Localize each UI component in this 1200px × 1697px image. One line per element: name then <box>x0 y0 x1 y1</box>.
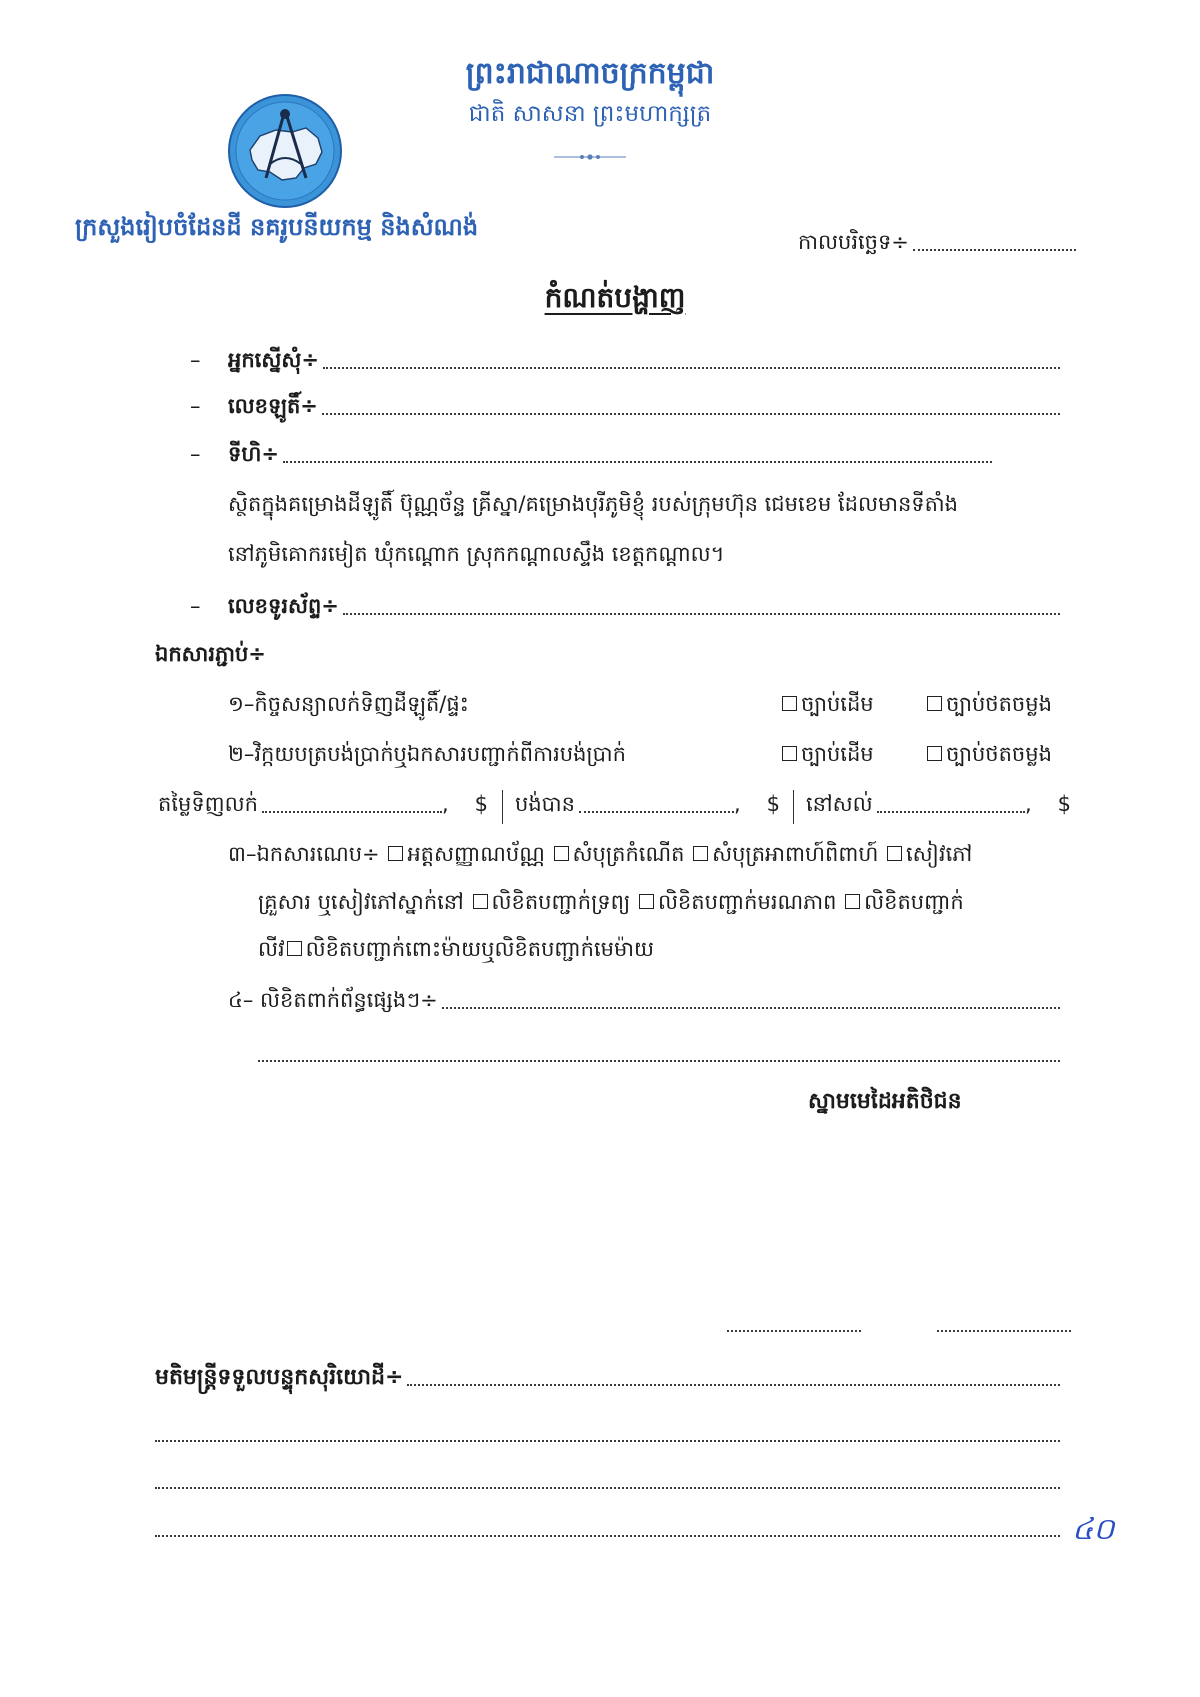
checkbox <box>554 846 569 861</box>
location-description-line-1: ស្ថិតក្នុងគម្រោងដីឡូតិ៍ ប៊ុណ្ណច័ន្ទ គ្រីស្នា/គម្រោងបុរីភូមិខ្ញុំ របស់ក្រុមហ៊ុន ជេមខេម ដែលមានទីតាំង <box>228 492 958 516</box>
item-1-original-option <box>780 688 874 722</box>
checkbox <box>887 846 902 861</box>
paid-label: បង់បាន <box>515 792 575 816</box>
comma: , <box>733 792 741 816</box>
marriage-certificate-option: សំបុត្រអាពាហ៍ពិពាហ៍ <box>712 842 879 866</box>
item-1-copy-option <box>925 688 1085 722</box>
price-divider <box>502 790 503 824</box>
birth-certificate-option: សំបុត្រកំណើត <box>572 842 685 866</box>
date-label: កាលបរិច្ឆេទ÷ <box>798 230 909 254</box>
bullet-dash: – <box>190 442 201 466</box>
divorce-letter-option: លិខិតបញ្ជាក់ <box>864 890 964 914</box>
attachment-item-4 <box>228 984 1060 1018</box>
original-label: ច្បាប់ដើម <box>801 692 874 716</box>
checkbox <box>782 746 797 761</box>
officer-opinion-line-3 <box>155 1487 1060 1489</box>
currency-symbol: $ <box>1057 792 1071 816</box>
checkbox <box>287 941 302 956</box>
attachments-heading: ឯកសារភ្ជាប់÷ <box>155 642 266 666</box>
bullet-dash: – <box>190 394 201 418</box>
customer-thumbprint-label: ស្នាមមេដៃអតិថិជន <box>808 1089 962 1114</box>
applicant-field <box>190 344 1060 378</box>
remaining-label: នៅសល់ <box>806 792 873 816</box>
comma: , <box>1024 792 1032 816</box>
kingdom-title: ព្រះរាជាណាចក្រកម្ពុជា <box>465 56 715 91</box>
checkbox <box>639 894 654 909</box>
ministry-name: ក្រសួងរៀបចំដែនដី នគរូបនីយកម្ម និងសំណង់ <box>75 213 479 241</box>
ministry-logo-icon <box>226 92 344 210</box>
property-letter-option: លិខិតបញ្ជាក់ទ្រព្យ <box>491 890 631 914</box>
location-description-line-2: នៅភូមិគោករមៀត ឃុំកណ្ដោក ស្រុកកណ្ដាលស្ទឹង ខេត្តកណ្ដាល។ <box>228 542 725 566</box>
sale-price-dotted-line <box>262 810 442 813</box>
lot-number-dotted-line <box>322 412 1060 415</box>
checkbox <box>927 696 942 711</box>
sale-price-field <box>158 788 488 822</box>
checkbox <box>782 696 797 711</box>
paid-field <box>515 788 780 822</box>
family-book-option-continued: គ្រួសារ ឬសៀវភៅស្នាក់នៅ <box>258 890 464 914</box>
bullet-dash: – <box>190 348 201 372</box>
sale-price-label: តម្លៃទិញលក់ <box>158 792 258 816</box>
officer-opinion-line-2 <box>155 1440 1060 1442</box>
remaining-field <box>806 788 1071 822</box>
item-2-original-option <box>780 738 874 772</box>
lot-number-label: លេខឡូតិ៍÷ <box>228 394 318 418</box>
signature-dotted-line-left <box>727 1330 861 1332</box>
attachment-item-2: ២–វិក្កយបត្របង់ប្រាក់ឬឯកសារបញ្ជាក់ពីការបង់ប្រាក់ <box>228 742 626 766</box>
attachment-item-1: ១–កិច្ចសន្យាលក់ទិញដីឡូតិ៍/ផ្ទះ <box>228 692 469 716</box>
officer-opinion-dotted-line <box>407 1383 1060 1386</box>
copy-label: ច្បាប់ថតចម្លង <box>946 692 1052 716</box>
death-certificate-option: លិខិតបញ្ជាក់មរណភាព <box>657 890 837 914</box>
document-title: កំណត់បង្ហាញ <box>544 281 686 314</box>
header-ornament-icon <box>552 152 628 162</box>
location-label: ទីហិ÷ <box>228 442 279 466</box>
remaining-dotted-line <box>877 810 1025 813</box>
phone-field <box>190 590 1060 624</box>
currency-symbol: $ <box>766 792 780 816</box>
checkbox <box>693 846 708 861</box>
original-label: ច្បាប់ដើម <box>801 742 874 766</box>
bullet-dash: – <box>190 594 201 618</box>
id-card-option: អត្តសញ្ញាណប័ណ្ណ <box>407 842 545 866</box>
family-book-option: សៀវភៅ <box>906 842 973 866</box>
applicant-dotted-line <box>323 366 1060 369</box>
checkbox <box>473 894 488 909</box>
signature-dotted-line-right <box>937 1330 1071 1332</box>
currency-symbol: $ <box>474 792 488 816</box>
phone-dotted-line <box>343 612 1060 615</box>
applicant-label: អ្នកស្នើសុំ÷ <box>228 348 319 372</box>
copy-label: ច្បាប់ថតចម្លង <box>946 742 1052 766</box>
national-motto: ជាតិ សាសនា ព្រះមហាក្សត្រ <box>468 101 712 127</box>
date-field <box>798 226 1076 260</box>
attachment-item-3-line-2 <box>258 886 1088 920</box>
attachment-item-3-line-1 <box>228 838 1088 872</box>
item-4-extra-dotted-line <box>258 1060 1060 1062</box>
officer-opinion-label: មតិមន្ត្រីទទួលបន្ទុកសុរិយោដី÷ <box>155 1365 404 1390</box>
lot-number-field <box>190 390 1060 424</box>
widow-letter-option: លិខិតបញ្ជាក់ពោះម៉ាយឬលិខិតបញ្ជាក់មេម៉ាយ <box>305 937 654 961</box>
divorce-letter-option-continued: លីវ <box>258 937 285 961</box>
item-4-label: ៤– លិខិតពាក់ព័ន្ធផ្សេងៗ÷ <box>228 988 438 1012</box>
paid-dotted-line <box>579 810 734 813</box>
item-4-dotted-line <box>442 1006 1060 1009</box>
price-divider <box>793 790 794 824</box>
location-field <box>190 438 992 472</box>
officer-opinion-line-4 <box>155 1535 1060 1537</box>
officer-opinion-field <box>155 1360 1060 1395</box>
phone-label: លេខទូរស័ព្ទ÷ <box>228 594 339 618</box>
checkbox <box>927 746 942 761</box>
checkbox <box>845 894 860 909</box>
location-dotted-line <box>283 460 992 463</box>
handwritten-page-number: ៤០ <box>1072 1512 1115 1547</box>
date-dotted-line <box>913 248 1076 251</box>
item-3-prefix: ៣–ឯកសារណេប÷ <box>228 842 380 866</box>
comma: , <box>441 792 449 816</box>
attachment-item-3-line-3 <box>258 933 1088 967</box>
item-2-copy-option <box>925 738 1085 772</box>
checkbox <box>388 846 403 861</box>
